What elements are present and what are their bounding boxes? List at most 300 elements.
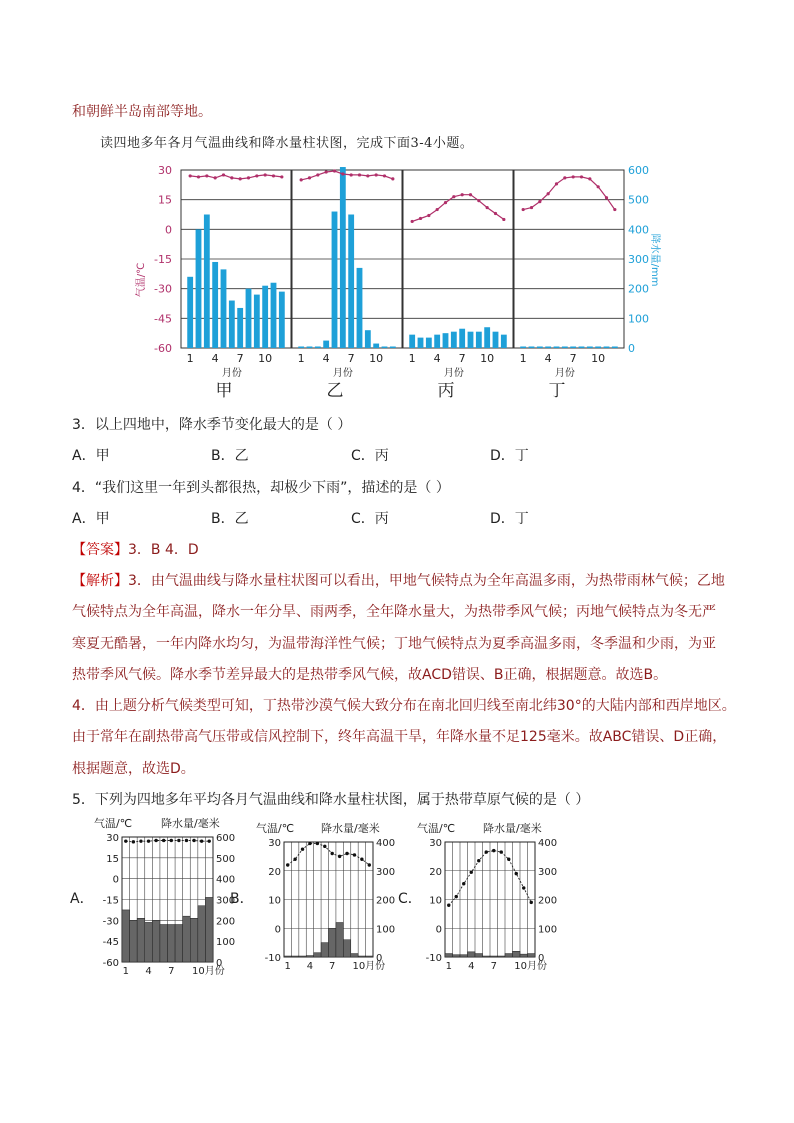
precip-bar <box>365 330 371 348</box>
climate-chart-3 <box>403 170 513 401</box>
q5-precip-tick: 100 <box>216 937 236 949</box>
q5-precip-bar <box>284 956 291 957</box>
climate-chart-2 <box>292 167 402 401</box>
precip-bar <box>443 333 449 348</box>
month-axis-label: 月份 <box>221 368 242 379</box>
analysis-line-1 <box>72 570 725 590</box>
q5-temp-point <box>308 842 311 845</box>
precip-bar <box>221 269 227 348</box>
chart-title: 乙 <box>326 381 344 401</box>
q5-temp-point <box>293 858 296 861</box>
precip-axis-title: 降水量/mm <box>649 233 660 287</box>
q5-precip-tick: 300 <box>376 866 396 878</box>
q5-precip-bar <box>343 940 350 957</box>
precip-bar <box>434 335 440 348</box>
q5-precip-bar <box>314 953 321 957</box>
month-tick-label: 1 <box>408 352 416 365</box>
precip-bar <box>493 332 499 348</box>
q5-precip-tick: 0 <box>216 958 223 969</box>
temp-point <box>239 177 242 180</box>
q5-precip-bar <box>299 956 306 957</box>
chart-intro: 读四地多年各月气温曲线和降水量柱状图，完成下面3-4小题。 <box>100 136 474 151</box>
temp-point <box>255 174 258 177</box>
q5-precip-tick: 200 <box>376 895 396 907</box>
precip-bar <box>315 347 321 349</box>
q5-precip-tick: 400 <box>376 838 396 849</box>
temp-tick-label: -15 <box>154 253 172 266</box>
precip-bar <box>562 347 568 349</box>
precip-bar <box>537 347 543 349</box>
precip-bar <box>579 347 585 349</box>
precip-bar <box>484 327 490 348</box>
month-tick-label: 10 <box>480 352 495 365</box>
temp-point <box>452 195 455 198</box>
q5-temp-point <box>323 845 326 848</box>
q4-option-a[interactable]: A．甲 <box>72 511 110 527</box>
q5-month-tick: 7 <box>490 961 497 972</box>
month-tick-label: 4 <box>211 352 219 365</box>
temp-point <box>341 172 344 175</box>
q5-precip-bar <box>183 916 191 962</box>
precip-bar <box>187 277 193 348</box>
q5-precip-bar <box>306 956 313 957</box>
chart-title: 甲 <box>215 381 233 401</box>
precip-bar <box>323 341 329 348</box>
temp-line <box>190 175 282 179</box>
temp-point <box>427 214 430 217</box>
q5-precip-axis-title: 降水量/毫米 <box>321 822 380 835</box>
q5-precip-bar <box>145 922 153 962</box>
temp-point <box>538 200 541 203</box>
q5-precip-bar <box>483 956 491 957</box>
q5-precip-bar <box>205 897 213 962</box>
q5-precip-tick: 300 <box>216 895 236 907</box>
temp-tick-label: 15 <box>158 193 172 207</box>
month-tick-label: 1 <box>519 352 527 365</box>
q5-temp-tick: 30 <box>429 838 442 849</box>
q5-precip-bar <box>321 943 328 957</box>
precip-bar <box>340 167 346 348</box>
temp-point <box>358 173 361 176</box>
q5-chart-a <box>70 816 235 977</box>
chart-title: 丁 <box>548 381 566 401</box>
q5-month-tick: 7 <box>329 961 336 972</box>
temp-point <box>502 218 505 221</box>
q5-precip-bar <box>460 955 468 957</box>
q5-precip-bar <box>130 920 138 962</box>
temp-point <box>280 175 283 178</box>
precip-bar <box>554 347 560 349</box>
q5-temp-tick: 10 <box>429 895 442 907</box>
q3-option-d[interactable]: D．丁 <box>490 448 529 464</box>
analysis-line-7: 根据题意，故选D。 <box>72 761 195 777</box>
q5-temp-point <box>353 853 356 856</box>
q5-temp-point <box>154 839 157 842</box>
temp-point <box>247 176 250 179</box>
q5-temp-tick: -45 <box>102 937 119 949</box>
q5-temp-tick: -60 <box>102 958 119 969</box>
q5-temp-tick: 0 <box>112 874 119 886</box>
analysis-line-3: 寒夏无酷暑，一年内降水均匀，为温带海洋性气候；丁地气候特点为夏季高温多雨，冬季温和少雨，为亚 <box>72 636 716 652</box>
q3-stem: 3．以上四地中，降水季节变化最大的是（ ） <box>72 417 352 433</box>
temp-axis-title: 气温/℃ <box>136 262 147 298</box>
temp-tick-label: -45 <box>154 312 172 326</box>
q5-precip-axis-title: 降水量/毫米 <box>483 822 542 835</box>
q5-temp-point <box>477 859 480 862</box>
precip-bar <box>612 347 618 349</box>
q5-temp-point <box>492 849 495 852</box>
precip-tick-label: 600 <box>628 164 649 177</box>
temp-point <box>264 173 267 176</box>
q5-temp-tick: -15 <box>102 895 119 907</box>
temp-point <box>205 174 208 177</box>
q5-month-tick: 1 <box>284 961 291 972</box>
q5-option-label[interactable]: C． <box>398 891 422 907</box>
q5-precip-bar <box>520 954 528 957</box>
precip-bar <box>357 268 363 348</box>
q4-option-d[interactable]: D．丁 <box>490 511 529 527</box>
temp-tick-label: -60 <box>154 342 172 355</box>
q5-temp-point <box>515 872 518 875</box>
temp-point <box>572 175 575 178</box>
temp-point <box>366 174 369 177</box>
q5-stem: 5．下列为四地多年平均各月气温曲线和降水量柱状图，属于热带草原气候的是（ ） <box>72 792 590 808</box>
precip-bar <box>262 286 268 348</box>
analysis-line-6: 由于常年在副热带高气压带或信风控制下，终年高温干旱，年降水量不足125毫米。故ABC错误、D正确， <box>72 729 727 745</box>
q5-precip-bar <box>528 954 536 957</box>
temp-point <box>522 208 525 211</box>
precip-tick-label: 500 <box>628 193 649 207</box>
q5-precip-tick: 200 <box>216 916 236 928</box>
temp-point <box>214 176 217 179</box>
q5-temp-tick: 20 <box>429 866 442 878</box>
precip-bar <box>196 229 202 348</box>
q5-temp-point <box>316 842 319 845</box>
q5-temp-point <box>470 870 473 873</box>
q5-temp-tick: 30 <box>268 838 281 849</box>
q5-temp-tick: 30 <box>106 833 119 844</box>
temp-point <box>605 196 608 199</box>
q5-temp-point <box>124 839 127 842</box>
precip-bar <box>468 332 474 348</box>
q5-precip-tick: 400 <box>216 874 236 886</box>
precip-tick-label: 100 <box>628 312 649 326</box>
q5-month-tick: 4 <box>145 966 152 977</box>
temp-point <box>350 173 353 176</box>
month-tick-label: 10 <box>258 352 273 365</box>
month-tick-label: 7 <box>236 352 244 365</box>
month-axis-label: 月份 <box>332 368 353 379</box>
q5-charts-figure <box>70 815 570 975</box>
q5-precip-tick: 200 <box>538 895 558 907</box>
temp-point <box>391 177 394 180</box>
precip-bar <box>229 301 235 348</box>
continuation-text: 和朝鲜半岛南部等地。 <box>72 104 212 120</box>
precip-tick-label: 0 <box>628 342 635 355</box>
temp-tick-label: -30 <box>154 282 172 296</box>
month-tick-label: 7 <box>347 352 355 365</box>
month-tick-label: 7 <box>458 352 466 365</box>
climate-charts-figure <box>130 162 660 401</box>
answer-text: 3．B 4．D <box>128 542 199 558</box>
temp-tick-label: 0 <box>165 223 172 237</box>
temp-point <box>411 220 414 223</box>
q4-option-b[interactable]: B．乙 <box>211 511 249 527</box>
temp-point <box>383 174 386 177</box>
month-tick-label: 4 <box>433 352 441 365</box>
q5-precip-axis-title: 降水量/毫米 <box>161 817 220 830</box>
precip-tick-label: 300 <box>628 253 649 266</box>
month-tick-label: 1 <box>186 352 194 365</box>
q5-temp-point <box>132 840 135 843</box>
temp-point <box>436 208 439 211</box>
q4-option-c[interactable]: C．丙 <box>351 511 389 527</box>
temp-point <box>300 178 303 181</box>
q5-temp-point <box>208 839 211 842</box>
q5-temp-axis-title: 气温/℃ <box>417 822 456 835</box>
temp-point <box>189 174 192 177</box>
temp-point <box>325 170 328 173</box>
q5-precip-bar <box>453 955 461 957</box>
q5-temp-tick: -10 <box>264 953 281 964</box>
q5-precip-bar <box>168 925 176 963</box>
q5-temp-axis-title: 气温/℃ <box>94 817 133 830</box>
q5-temp-point <box>447 904 450 907</box>
q5-precip-bar <box>122 910 130 962</box>
temp-tick-label: 30 <box>158 164 172 177</box>
q5-temp-point <box>507 858 510 861</box>
q5-precip-bar <box>336 923 343 958</box>
q5-precip-bar <box>152 920 160 962</box>
precip-bar <box>451 332 457 348</box>
q5-precip-bar <box>498 956 506 957</box>
temp-point <box>230 176 233 179</box>
q5-temp-point <box>462 882 465 885</box>
q3-option-c[interactable]: C．丙 <box>351 448 389 464</box>
q5-temp-point <box>185 839 188 842</box>
q5-temp-tick: -10 <box>425 953 442 964</box>
answer-tag: 【答案】 <box>72 542 128 558</box>
precip-bar <box>476 332 482 348</box>
climate-chart-1 <box>181 170 291 401</box>
q5-precip-bar <box>137 918 145 962</box>
precip-tick-label: 400 <box>628 223 649 237</box>
q5-temp-axis-title: 气温/℃ <box>256 822 295 835</box>
temp-point <box>272 174 275 177</box>
q5-month-tick: 4 <box>468 961 475 972</box>
q5-precip-tick: 400 <box>538 838 558 849</box>
temp-point <box>308 176 311 179</box>
q5-temp-point <box>338 855 341 858</box>
analysis-text: 3．由气温曲线与降水量柱状图可以看出，甲地气候特点为全年高温多雨，为热带雨林气候；乙地 <box>128 573 725 589</box>
q5-precip-tick: 100 <box>538 924 558 936</box>
precip-bar <box>348 215 354 349</box>
precip-bar <box>595 347 601 349</box>
chart-title: 丙 <box>437 381 455 401</box>
q5-temp-tick: 0 <box>435 924 442 936</box>
q5-chart-b <box>230 821 395 972</box>
q5-precip-bar <box>358 956 365 957</box>
q5-temp-tick: 10 <box>268 895 281 907</box>
temp-point <box>333 169 336 172</box>
temp-point <box>597 185 600 188</box>
q5-precip-tick: 600 <box>216 833 236 844</box>
q5-temp-point <box>286 863 289 866</box>
precip-bar <box>382 347 388 349</box>
q5-precip-bar <box>475 954 483 957</box>
precip-bar <box>237 308 243 348</box>
q5-precip-bar <box>329 928 336 957</box>
q5-month-suffix: 10月份 <box>192 966 225 977</box>
q5-precip-bar <box>175 925 183 963</box>
q5-precip-bar <box>351 954 358 957</box>
month-tick-label: 10 <box>369 352 384 365</box>
temp-point <box>419 217 422 220</box>
precip-bar <box>246 289 252 348</box>
q5-precip-bar <box>490 956 498 957</box>
precip-bar <box>332 212 338 348</box>
precip-bar <box>570 347 576 349</box>
month-axis-label: 月份 <box>554 368 575 379</box>
analysis-line-2: 气候特点为全年高温，降水一年分旱、雨两季，全年降水量大，为热带季风气候；丙地气候特点为冬无严 <box>72 604 716 620</box>
temp-point <box>444 201 447 204</box>
q3-option-b[interactable]: B．乙 <box>211 448 249 464</box>
temp-point <box>530 206 533 209</box>
q5-temp-point <box>170 839 173 842</box>
q5-option-label[interactable]: A． <box>70 891 94 907</box>
temp-point <box>197 175 200 178</box>
month-tick-label: 10 <box>591 352 606 365</box>
precip-bar <box>307 347 313 349</box>
q5-precip-tick: 300 <box>538 866 558 878</box>
q5-month-tick: 1 <box>445 961 452 972</box>
q5-temp-point <box>530 901 533 904</box>
climate-chart-4 <box>514 170 624 401</box>
precip-bar <box>298 347 304 349</box>
q5-temp-tick: 15 <box>106 853 119 865</box>
q5-temp-point <box>162 839 165 842</box>
q5-temp-point <box>147 839 150 842</box>
precip-bar <box>212 262 218 348</box>
q5-temp-point <box>331 852 334 855</box>
precip-bar <box>390 347 396 349</box>
precip-bar <box>373 344 379 348</box>
q5-precip-bar <box>513 951 521 957</box>
q4-stem: 4．“我们这里一年到头都很热，却极少下雨”，描述的是（ ） <box>72 480 450 496</box>
q5-precip-bar <box>468 952 476 957</box>
temp-point <box>494 212 497 215</box>
month-tick-label: 1 <box>297 352 305 365</box>
precip-bar <box>254 295 260 348</box>
q5-temp-tick: 0 <box>274 924 281 936</box>
q5-month-tick: 1 <box>122 966 129 977</box>
q5-temp-point <box>301 847 304 850</box>
temp-point <box>375 173 378 176</box>
q5-month-suffix: 10月份 <box>352 961 386 972</box>
precip-bar <box>545 347 551 349</box>
q5-precip-bar <box>291 956 298 957</box>
temp-point <box>613 208 616 211</box>
q5-precip-tick: 500 <box>216 853 236 865</box>
q5-month-tick: 4 <box>306 961 314 972</box>
precip-bar <box>529 347 535 349</box>
q5-month-tick: 7 <box>168 966 175 977</box>
q5-temp-point <box>368 863 371 866</box>
q5-chart-c <box>398 821 557 972</box>
q5-temp-point <box>177 839 180 842</box>
temp-line <box>523 177 615 210</box>
precip-bar <box>587 347 593 349</box>
q5-precip-tick: 0 <box>538 953 545 964</box>
q5-temp-point <box>485 850 488 853</box>
q5-option-label[interactable]: B． <box>230 891 254 907</box>
temp-point <box>563 176 566 179</box>
q5-precip-bar <box>160 925 168 963</box>
precip-bar <box>409 335 415 348</box>
analysis-tag: 【解析】 <box>72 573 128 589</box>
q3-option-a[interactable]: A．甲 <box>72 448 110 464</box>
analysis-line-4: 热带季风气候。降水季节差异最大的是热带季风气候，故ACD错误、B正确，根据题意。故选B。 <box>72 667 668 683</box>
month-tick-label: 7 <box>569 352 577 365</box>
q5-temp-point <box>360 858 363 861</box>
q5-temp-point <box>522 886 525 889</box>
temp-point <box>486 206 489 209</box>
q5-temp-point <box>345 852 348 855</box>
q5-precip-tick: 100 <box>376 924 396 936</box>
analysis-line-5: 4．由上题分析气候类型可知，丁热带沙漠气候大致分布在南北回归线至南北纬30°的大陆内部和西岸地区。 <box>72 698 736 714</box>
month-tick-label: 4 <box>544 352 552 365</box>
precip-bar <box>204 215 210 349</box>
q5-precip-bar <box>366 956 373 957</box>
q5-temp-tick: -30 <box>102 916 119 928</box>
q5-precip-bar <box>198 906 206 962</box>
temp-point <box>547 192 550 195</box>
temp-point <box>222 173 225 176</box>
q5-temp-tick: 20 <box>268 866 281 878</box>
precip-bar <box>501 335 507 348</box>
q5-temp-point <box>192 839 195 842</box>
q5-precip-bar <box>505 954 513 957</box>
temp-point <box>316 173 319 176</box>
q5-precip-bar <box>445 954 453 957</box>
month-tick-label: 4 <box>322 352 330 365</box>
temp-point <box>461 193 464 196</box>
month-axis-label: 月份 <box>443 368 464 379</box>
temp-point <box>555 182 558 185</box>
precip-bar <box>279 292 285 348</box>
q5-temp-point <box>500 850 503 853</box>
temp-line <box>301 171 393 180</box>
precip-bar <box>426 338 432 348</box>
q5-precip-bar <box>190 918 198 962</box>
temp-point <box>580 175 583 178</box>
temp-point <box>469 193 472 196</box>
temp-point <box>477 199 480 202</box>
answer-line <box>72 539 199 559</box>
q5-month-suffix: 10月份 <box>514 961 547 972</box>
precip-bar <box>459 329 465 348</box>
precip-bar <box>520 347 526 349</box>
q5-temp-point <box>139 839 142 842</box>
precip-bar <box>604 347 610 349</box>
q5-temp-point <box>200 839 203 842</box>
precip-bar <box>271 283 277 348</box>
precip-tick-label: 200 <box>628 282 649 296</box>
temp-line <box>412 195 504 222</box>
temp-point <box>588 177 591 180</box>
q5-precip-tick: 0 <box>376 953 383 964</box>
q5-temp-point <box>455 895 458 898</box>
